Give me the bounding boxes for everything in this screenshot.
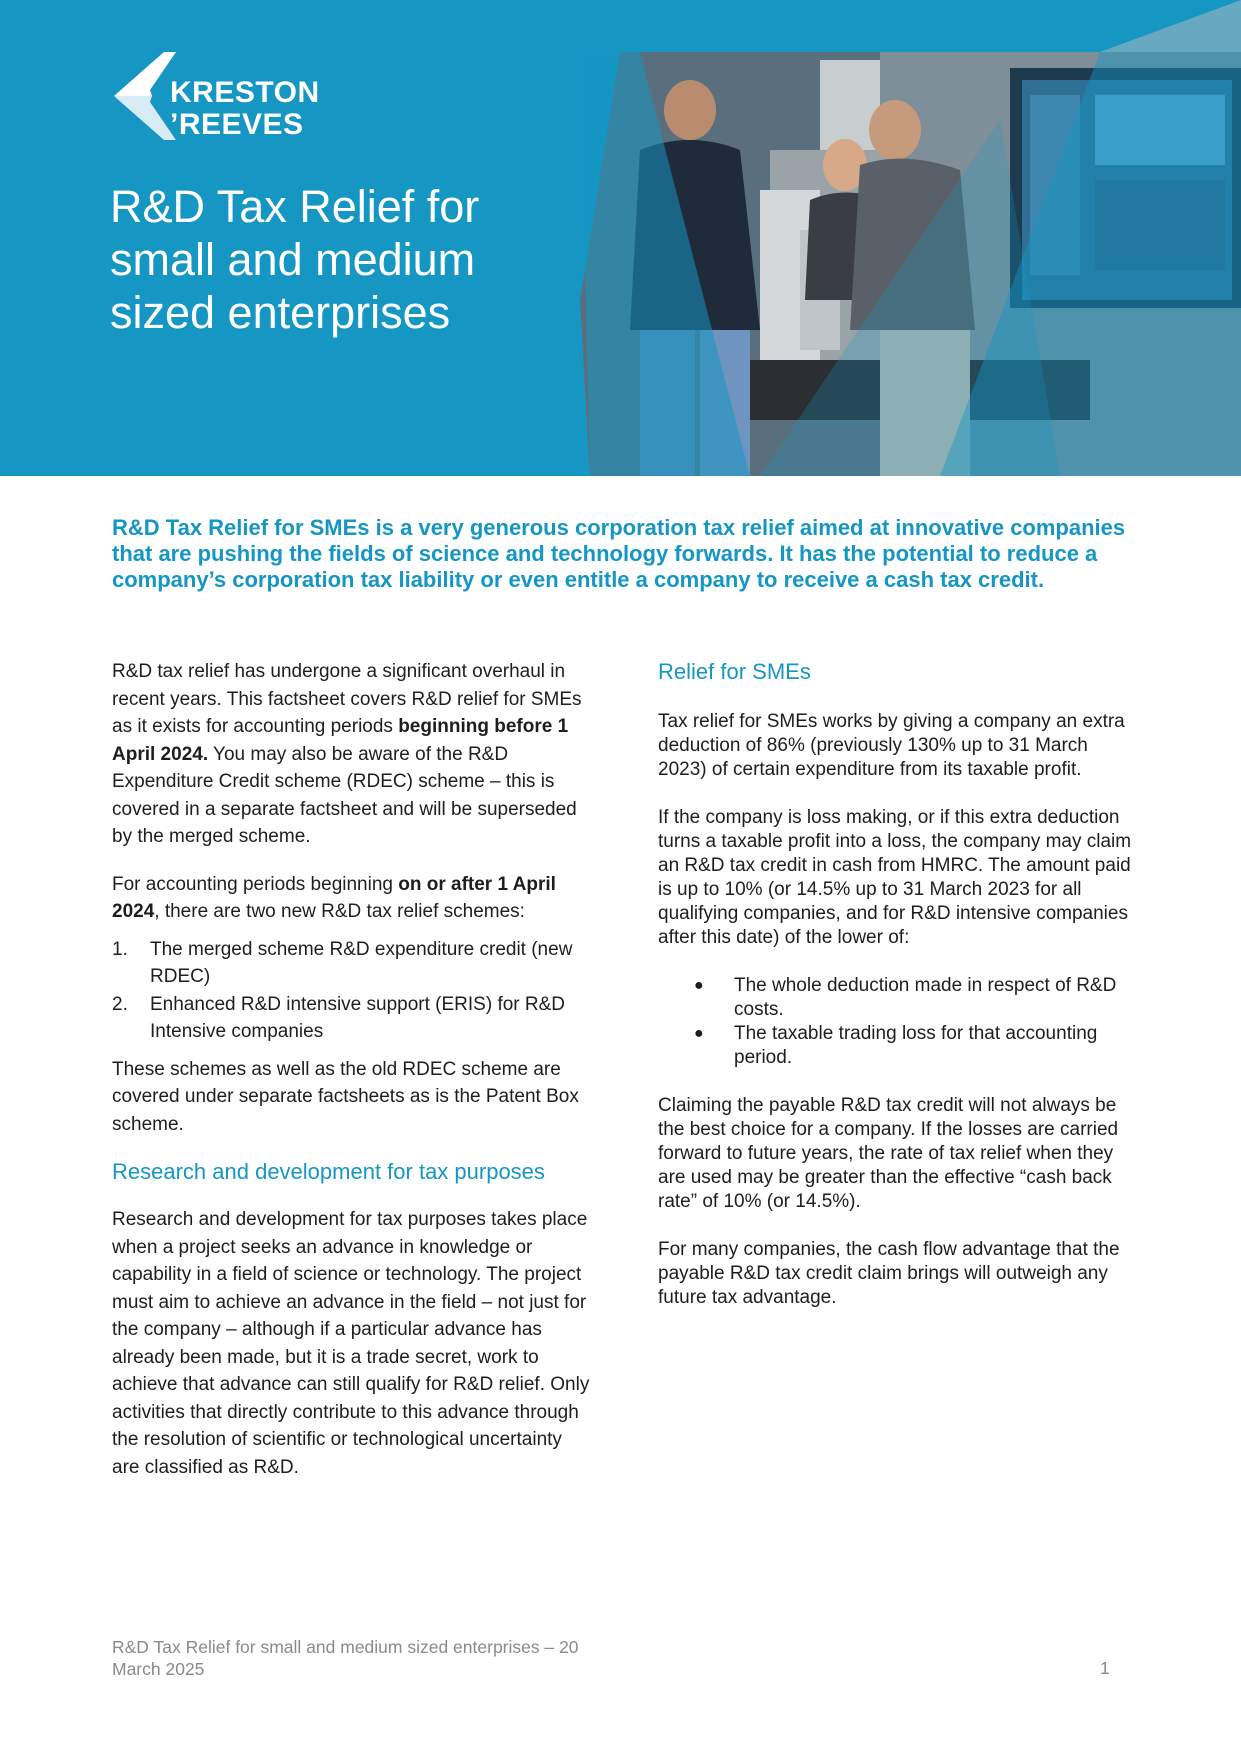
page-number: 1 (1100, 1658, 1110, 1678)
page-title: R&D Tax Relief for small and medium sized enterprises (110, 181, 480, 338)
logo-line-2: ’REEVES (170, 108, 304, 141)
bullet-list (658, 974, 1138, 1070)
new-schemes-list (112, 936, 592, 1046)
list-text: Enhanced R&D intensive support (ERIS) for R&D Intensive companies (150, 993, 566, 1042)
right-paragraph-3: Claiming the payable R&D tax credit will not always be the best choice for a company. If the losses are carried forward to future years, the rate of tax relief when they are used may be greater than the effective “cash back rate” of 10% (or 14.5%). (658, 1095, 1119, 1212)
list-text: The merged scheme R&D expenditure credit (new RDEC) (150, 938, 573, 987)
right-paragraph-1: Tax relief for SMEs works by giving a company an extra deduction of 86% (previously 130% up to 31 March 2023) of certain expenditure from its taxable profit. (658, 711, 1125, 780)
logo-line-1: KRESTON (170, 76, 320, 109)
left-paragraph-1 (112, 658, 592, 851)
left-column (112, 658, 592, 1481)
bold-run: beginning before 1 April 2024. (112, 716, 569, 765)
right-paragraph-4: For many companies, the cash flow advantage that the payable R&D tax credit claim brings will outweigh any future tax advantage. (658, 1239, 1120, 1308)
list-number: 2. (112, 993, 128, 1015)
text-run: , there are two new R&D tax relief schemes: (154, 901, 525, 922)
bold-run: on or after 1 April 2024 (112, 873, 556, 922)
section-heading-relief: Relief for SMEs (658, 659, 811, 684)
section-heading-research: Research and development for tax purposes (112, 1159, 545, 1184)
bullet-text: The taxable trading loss for that accounting period. (734, 1023, 1098, 1068)
list-item (112, 991, 592, 1046)
text-run: You may also be aware of the R&D Expenditure Credit scheme (RDEC) scheme – this is covered in a separate factsheet and will be superseded by the merged scheme. (112, 743, 577, 847)
left-paragraph-2 (112, 871, 592, 926)
list-item (112, 936, 592, 991)
right-paragraph-2: If the company is loss making, or if this extra deduction turns a taxable profit into a loss, the company may claim an R&D tax credit in cash from HMRC. The amount paid is up to 10% (or 14.5% up to 31 March 2023 for all qualifying companies, and for R&D intensive companies after this date) of the lower of: (658, 807, 1132, 948)
bullet-item (658, 1022, 1138, 1070)
footer-document-title: R&D Tax Relief for small and medium sized enterprises – 20 March 2025 (112, 1637, 579, 1679)
bullet-dot-icon: ● (694, 1025, 704, 1042)
left-paragraph-3: These schemes as well as the old RDEC scheme are covered under separate factsheets as is the Patent Box scheme. (112, 1058, 579, 1135)
list-number: 1. (112, 938, 128, 960)
text-run: For accounting periods beginning (112, 873, 399, 895)
bullet-text: The whole deduction made in respect of R&D costs. (734, 975, 1117, 1020)
right-column (658, 658, 1138, 1310)
hero-banner (0, 0, 1241, 476)
left-paragraph-4: Research and development for tax purposes takes place when a project seeks an advance in knowledge or capability in a field of science or technology. The project must aim to achieve an advance in the field – not just for the company – although if a particular advance has already been made, but it is a trade secret, work to achieve that advance can still qualify for R&D relief. Only activities that directly contribute to this advance through the resolution of scientific or technological uncertainty are classified as R&D. (112, 1209, 590, 1478)
kreston-reeves-logo (112, 50, 332, 142)
bullet-dot-icon: ● (694, 977, 704, 994)
bullet-item (658, 974, 1138, 1022)
intro-summary: R&D Tax Relief for SMEs is a very generous corporation tax relief aimed at innovative companies that are pushing the fields of science and technology forwards. It has the potential to reduce a company’s corporation tax liability or even entitle a company to receive a cash tax credit. (112, 515, 1126, 592)
text-run: R&D tax relief has undergone a significant overhaul in recent years. This factsheet covers R&D relief for SMEs as it exists for accounting periods (112, 661, 582, 737)
logo-line-2-text: REEVES (178, 108, 304, 141)
